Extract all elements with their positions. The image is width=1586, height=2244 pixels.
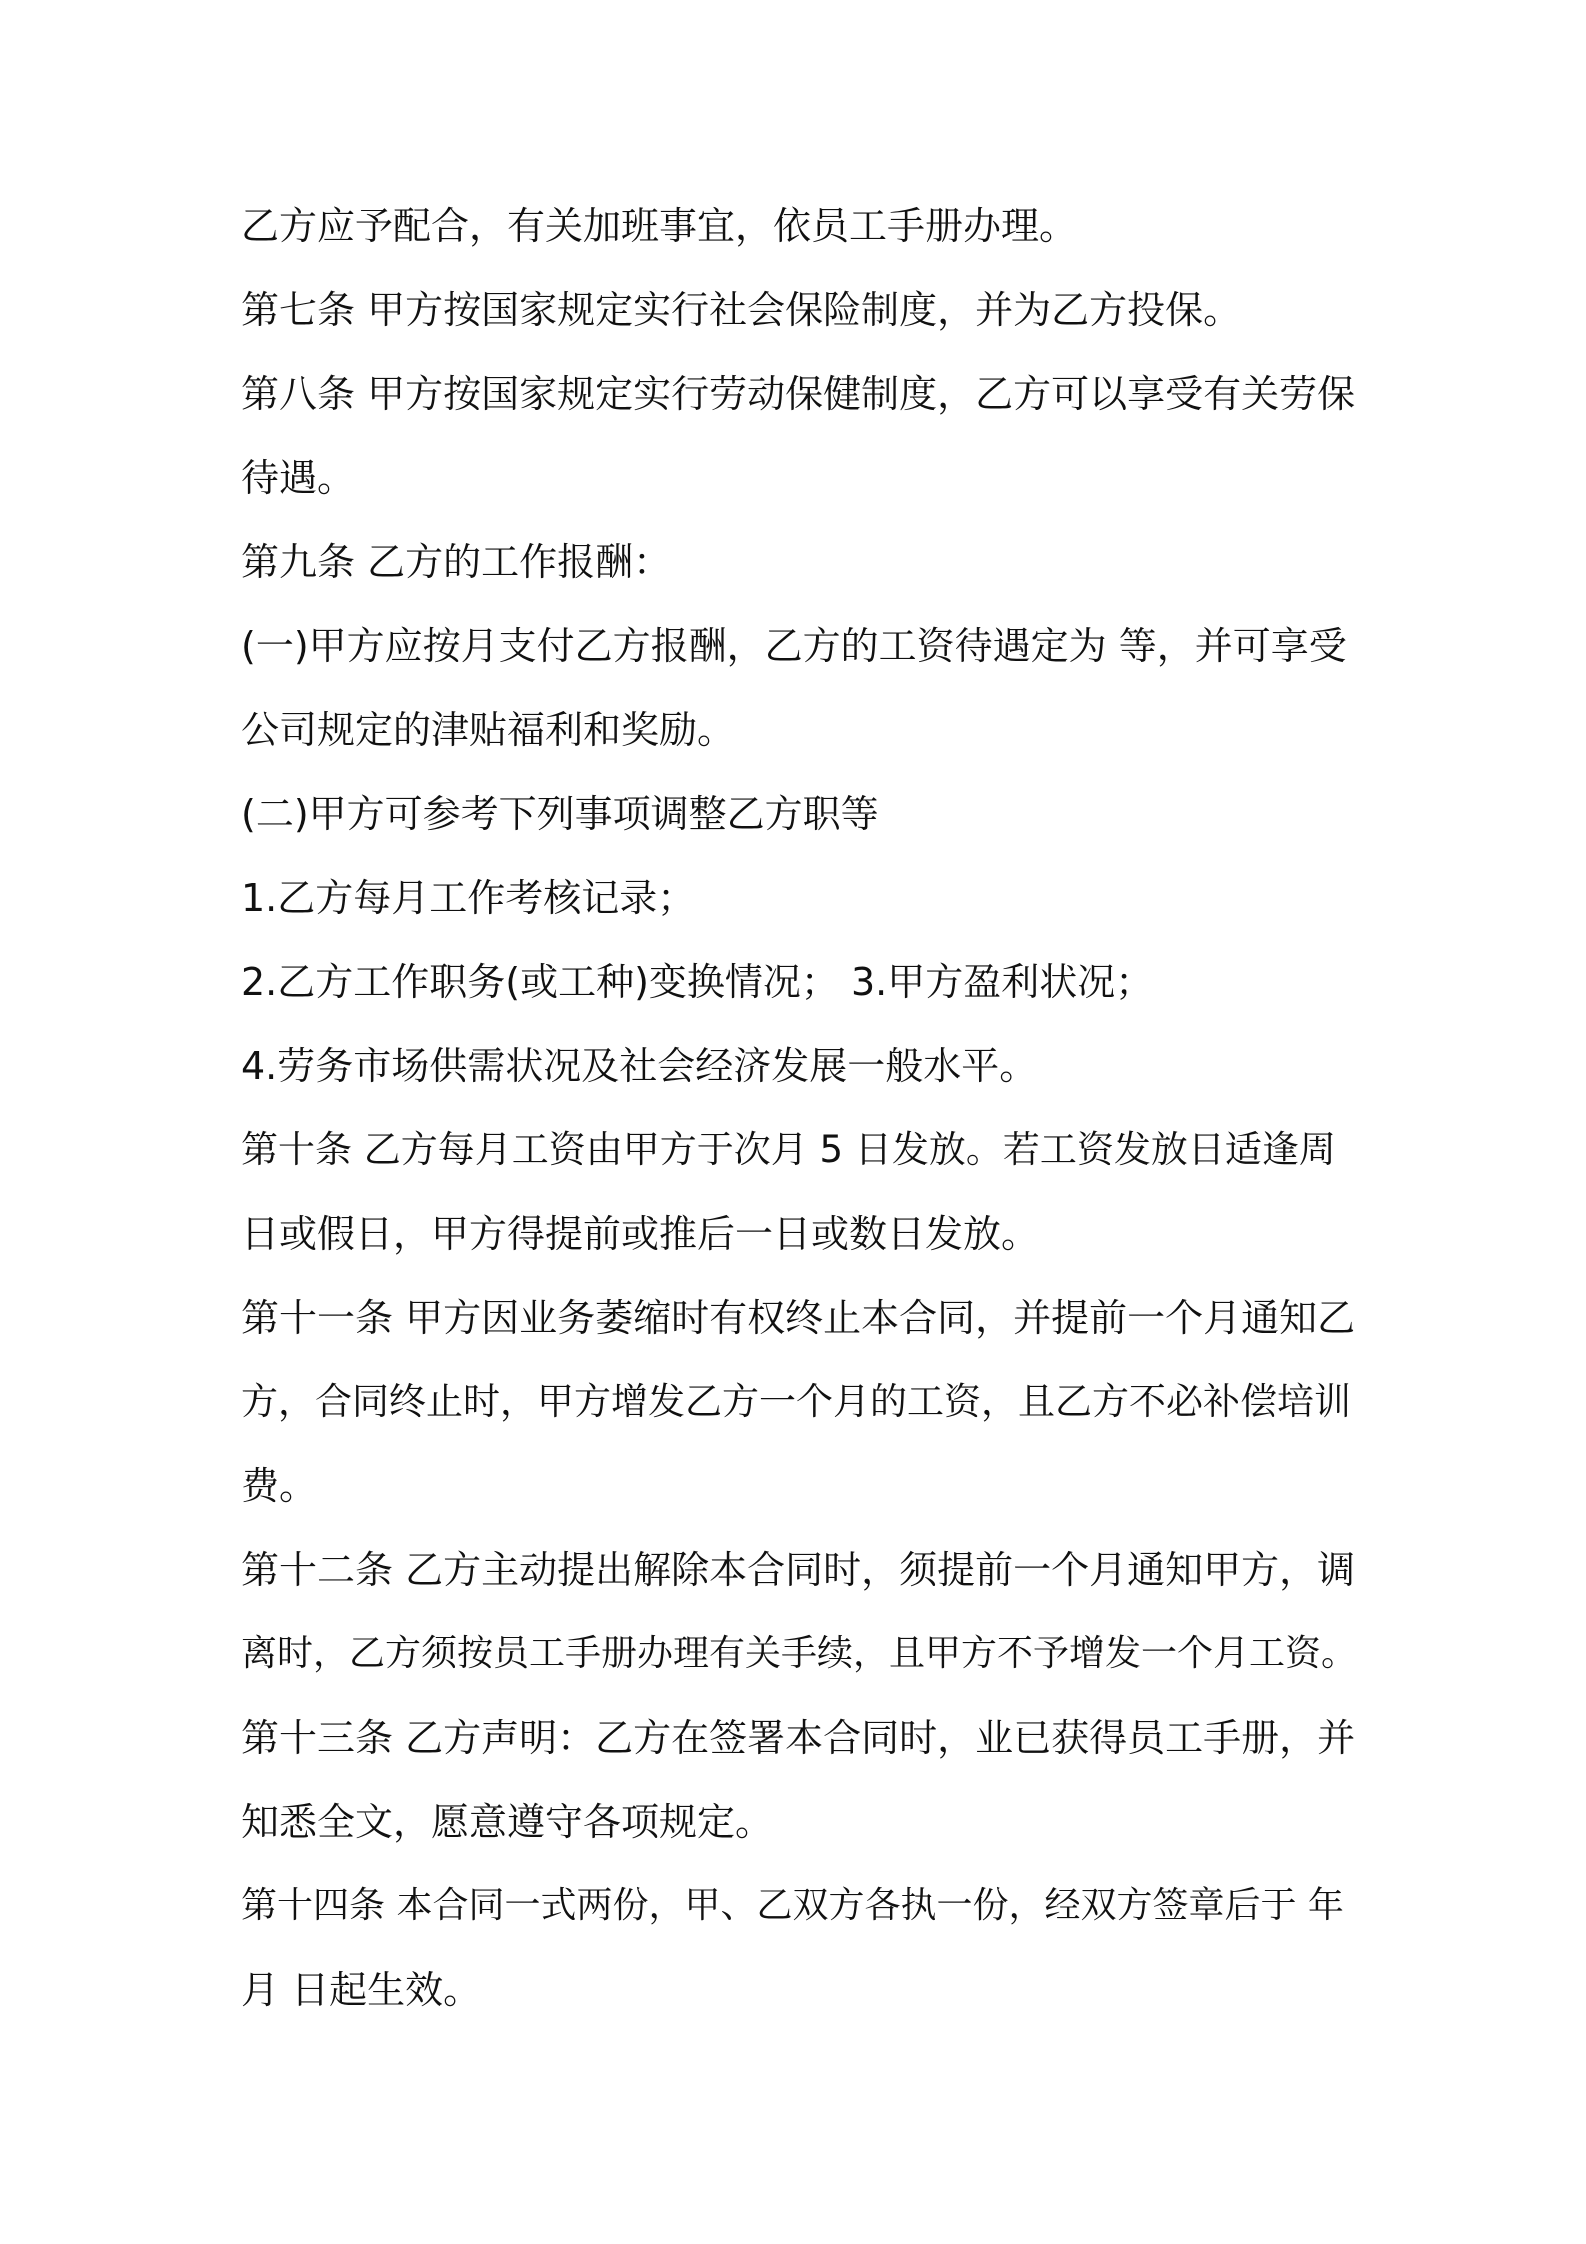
text-line: 乙方应予配合，有关加班事宜，依员工手册办理。 xyxy=(241,204,1078,248)
text-line: 1.乙方每月工作考核记录； xyxy=(241,876,696,920)
text-line: (一)甲方应按月支付乙方报酬，乙方的工资待遇定为 等，并可享受 xyxy=(241,624,1347,668)
text-line: 离时，乙方须按员工手册办理有关手续，且甲方不予增发一个月工资。 xyxy=(241,1633,1358,1674)
text-line: 知悉全文，愿意遵守各项规定。 xyxy=(241,1800,774,1844)
text-line: 第十一条 甲方因业务萎缩时有权终止本合同，并提前一个月通知乙 xyxy=(241,1296,1356,1340)
text-line: 4.劳务市场供需状况及社会经济发展一般水平。 xyxy=(241,1044,1038,1088)
text-line: 费。 xyxy=(241,1464,318,1508)
text-line: 方，合同终止时，甲方增发乙方一个月的工资，且乙方不必补偿培训 xyxy=(241,1380,1351,1423)
text-line: 第十条 乙方每月工资由甲方于次月 5 日发放。若工资发放日适逢周 xyxy=(241,1128,1336,1171)
text-line: 第十四条 本合同一式两份，甲、乙双方各执一份，经双方签章后于 年 xyxy=(241,1885,1344,1926)
text-line: 待遇。 xyxy=(241,456,356,500)
text-line: 公司规定的津贴福利和奖励。 xyxy=(241,708,736,752)
text-line: 第九条 乙方的工作报酬： xyxy=(241,540,672,584)
text-line: 月 日起生效。 xyxy=(241,1968,482,2012)
text-line: 第十三条 乙方声明：乙方在签署本合同时，业已获得员工手册，并 xyxy=(241,1716,1356,1760)
text-line: 日或假日，甲方得提前或推后一日或数日发放。 xyxy=(241,1212,1040,1256)
text-line: (二)甲方可参考下列事项调整乙方职等 xyxy=(241,792,879,836)
text-line: 第八条 甲方按国家规定实行劳动保健制度，乙方可以享受有关劳保 xyxy=(241,372,1356,416)
contract-text-body xyxy=(241,198,1361,2046)
text-line: 2.乙方工作职务(或工种)变换情况； 3.甲方盈利状况； xyxy=(241,960,1154,1004)
text-line: 第七条 甲方按国家规定实行社会保险制度，并为乙方投保。 xyxy=(241,288,1242,332)
text-line: 第十二条 乙方主动提出解除本合同时，须提前一个月通知甲方，调 xyxy=(241,1548,1356,1592)
